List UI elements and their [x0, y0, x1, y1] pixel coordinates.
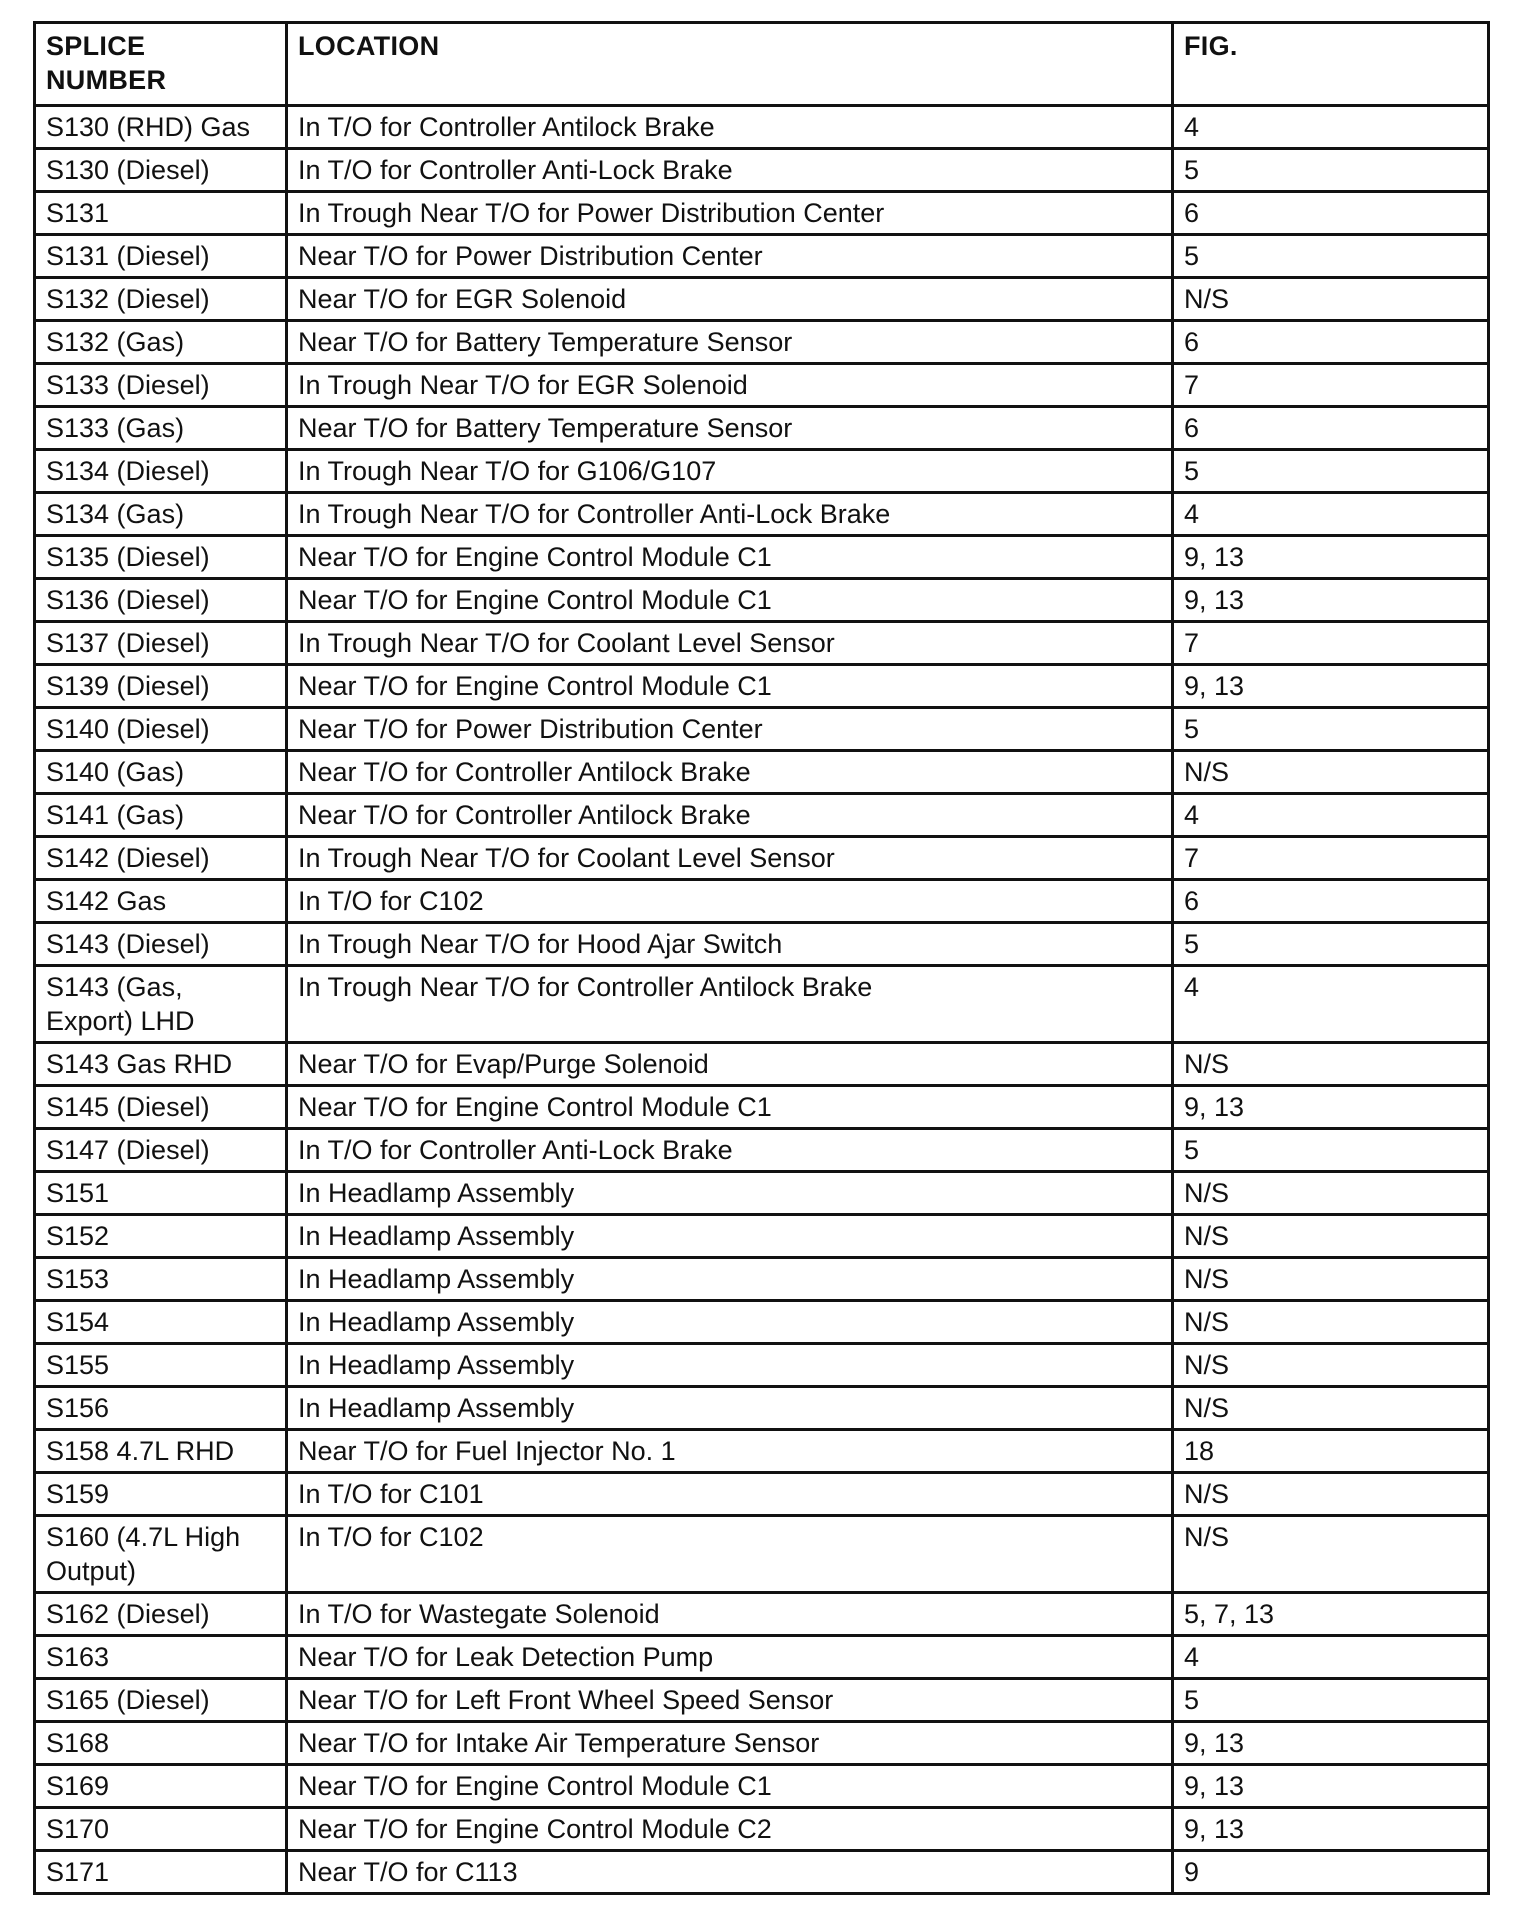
table-row	[35, 278, 1489, 321]
location-cell: Near T/O for Evap/Purge Solenoid	[287, 1043, 1173, 1086]
table-row	[35, 1344, 1489, 1387]
table-row	[35, 923, 1489, 966]
location-cell: In Trough Near T/O for Coolant Level Sensor	[287, 622, 1173, 665]
location-cell: In Trough Near T/O for Hood Ajar Switch	[287, 923, 1173, 966]
header-splice-number: SPLICE NUMBER	[35, 23, 287, 106]
splice-location-table	[33, 21, 1490, 1895]
fig-cell: 9, 13	[1173, 1765, 1489, 1808]
splice-number-cell: S151	[35, 1172, 287, 1215]
fig-cell: 5	[1173, 450, 1489, 493]
fig-cell: N/S	[1173, 1215, 1489, 1258]
location-cell: In Trough Near T/O for G106/G107	[287, 450, 1173, 493]
table-row	[35, 1808, 1489, 1851]
location-cell: In Headlamp Assembly	[287, 1258, 1173, 1301]
table-row	[35, 149, 1489, 192]
fig-cell: 7	[1173, 837, 1489, 880]
fig-cell: 18	[1173, 1430, 1489, 1473]
table-row	[35, 1086, 1489, 1129]
fig-cell: 5	[1173, 708, 1489, 751]
splice-number-cell: S147 (Diesel)	[35, 1129, 287, 1172]
table-row	[35, 1172, 1489, 1215]
location-cell: In Headlamp Assembly	[287, 1344, 1173, 1387]
table-row	[35, 1387, 1489, 1430]
splice-number-cell: S170	[35, 1808, 287, 1851]
splice-number-cell: S158 4.7L RHD	[35, 1430, 287, 1473]
location-cell: Near T/O for Battery Temperature Sensor	[287, 321, 1173, 364]
location-cell: Near T/O for Power Distribution Center	[287, 708, 1173, 751]
table-row	[35, 536, 1489, 579]
table-row	[35, 450, 1489, 493]
location-cell: In Headlamp Assembly	[287, 1172, 1173, 1215]
location-cell: In Trough Near T/O for Controller Anti-Lock Brake	[287, 493, 1173, 536]
table-row	[35, 1129, 1489, 1172]
fig-cell: 6	[1173, 407, 1489, 450]
fig-cell: N/S	[1173, 1172, 1489, 1215]
fig-cell: 5	[1173, 1679, 1489, 1722]
location-cell: Near T/O for Battery Temperature Sensor	[287, 407, 1173, 450]
table-row	[35, 192, 1489, 235]
header-fig: FIG.	[1173, 23, 1489, 106]
location-cell: Near T/O for Engine Control Module C2	[287, 1808, 1173, 1851]
splice-number-cell: S159	[35, 1473, 287, 1516]
location-cell: In T/O for Controller Anti-Lock Brake	[287, 149, 1173, 192]
table-row	[35, 708, 1489, 751]
splice-number-cell: S134 (Diesel)	[35, 450, 287, 493]
location-cell: Near T/O for Intake Air Temperature Sensor	[287, 1722, 1173, 1765]
location-cell: Near T/O for Controller Antilock Brake	[287, 751, 1173, 794]
fig-cell: 9, 13	[1173, 1086, 1489, 1129]
table-row	[35, 1301, 1489, 1344]
fig-cell: 4	[1173, 1636, 1489, 1679]
location-cell: In T/O for Controller Antilock Brake	[287, 106, 1173, 149]
table-row	[35, 966, 1489, 1043]
location-cell: Near T/O for Engine Control Module C1	[287, 665, 1173, 708]
fig-cell: N/S	[1173, 751, 1489, 794]
fig-cell: 6	[1173, 192, 1489, 235]
location-cell: Near T/O for Engine Control Module C1	[287, 536, 1173, 579]
location-cell: Near T/O for Left Front Wheel Speed Sensor	[287, 1679, 1173, 1722]
splice-number-cell: S154	[35, 1301, 287, 1344]
location-cell: In Trough Near T/O for Controller Antilock Brake	[287, 966, 1173, 1043]
fig-cell: N/S	[1173, 1301, 1489, 1344]
fig-cell: 9, 13	[1173, 1722, 1489, 1765]
splice-number-cell: S140 (Diesel)	[35, 708, 287, 751]
fig-cell: N/S	[1173, 1043, 1489, 1086]
splice-number-cell: S142 (Diesel)	[35, 837, 287, 880]
table-row	[35, 579, 1489, 622]
splice-number-cell: S136 (Diesel)	[35, 579, 287, 622]
splice-number-cell: S143 (Gas, Export) LHD	[35, 966, 287, 1043]
splice-number-cell: S153	[35, 1258, 287, 1301]
splice-number-cell: S155	[35, 1344, 287, 1387]
fig-cell: 6	[1173, 321, 1489, 364]
table-row	[35, 751, 1489, 794]
splice-number-cell: S143 (Diesel)	[35, 923, 287, 966]
location-cell: In Trough Near T/O for Power Distribution Center	[287, 192, 1173, 235]
splice-number-cell: S156	[35, 1387, 287, 1430]
fig-cell: N/S	[1173, 1258, 1489, 1301]
splice-number-cell: S163	[35, 1636, 287, 1679]
splice-number-cell: S171	[35, 1851, 287, 1894]
table-row	[35, 235, 1489, 278]
fig-cell: N/S	[1173, 1516, 1489, 1593]
fig-cell: 4	[1173, 966, 1489, 1043]
splice-number-cell: S130 (RHD) Gas	[35, 106, 287, 149]
splice-number-cell: S168	[35, 1722, 287, 1765]
table-row	[35, 1679, 1489, 1722]
fig-cell: N/S	[1173, 1473, 1489, 1516]
location-cell: Near T/O for Leak Detection Pump	[287, 1636, 1173, 1679]
splice-number-cell: S145 (Diesel)	[35, 1086, 287, 1129]
fig-cell: N/S	[1173, 1344, 1489, 1387]
fig-cell: N/S	[1173, 1387, 1489, 1430]
table-row	[35, 1722, 1489, 1765]
splice-number-cell: S135 (Diesel)	[35, 536, 287, 579]
table-row	[35, 407, 1489, 450]
fig-cell: 5	[1173, 235, 1489, 278]
location-cell: In T/O for Wastegate Solenoid	[287, 1593, 1173, 1636]
table-body	[35, 106, 1489, 1894]
fig-cell: 7	[1173, 622, 1489, 665]
table-row	[35, 1473, 1489, 1516]
table-row	[35, 321, 1489, 364]
header-location: LOCATION	[287, 23, 1173, 106]
location-cell: Near T/O for Controller Antilock Brake	[287, 794, 1173, 837]
fig-cell: 4	[1173, 493, 1489, 536]
splice-number-cell: S143 Gas RHD	[35, 1043, 287, 1086]
splice-number-cell: S142 Gas	[35, 880, 287, 923]
table-row	[35, 622, 1489, 665]
fig-cell: 9, 13	[1173, 1808, 1489, 1851]
location-cell: In Headlamp Assembly	[287, 1215, 1173, 1258]
table-row	[35, 794, 1489, 837]
location-cell: Near T/O for Engine Control Module C1	[287, 1086, 1173, 1129]
fig-cell: 7	[1173, 364, 1489, 407]
splice-number-cell: S130 (Diesel)	[35, 149, 287, 192]
splice-number-cell: S140 (Gas)	[35, 751, 287, 794]
location-cell: Near T/O for Fuel Injector No. 1	[287, 1430, 1173, 1473]
table-row	[35, 1636, 1489, 1679]
table-row	[35, 106, 1489, 149]
location-cell: Near T/O for C113	[287, 1851, 1173, 1894]
fig-cell: 4	[1173, 106, 1489, 149]
fig-cell: 4	[1173, 794, 1489, 837]
location-cell: In Headlamp Assembly	[287, 1387, 1173, 1430]
location-cell: In Headlamp Assembly	[287, 1301, 1173, 1344]
splice-number-cell: S132 (Gas)	[35, 321, 287, 364]
splice-number-cell: S133 (Gas)	[35, 407, 287, 450]
fig-cell: 5, 7, 13	[1173, 1593, 1489, 1636]
splice-number-cell: S131	[35, 192, 287, 235]
location-cell: In T/O for Controller Anti-Lock Brake	[287, 1129, 1173, 1172]
location-cell: Near T/O for Power Distribution Center	[287, 235, 1173, 278]
table-row	[35, 1258, 1489, 1301]
table-row	[35, 1043, 1489, 1086]
fig-cell: 5	[1173, 1129, 1489, 1172]
header-row	[35, 23, 1489, 106]
splice-number-cell: S131 (Diesel)	[35, 235, 287, 278]
fig-cell: 9	[1173, 1851, 1489, 1894]
table-row	[35, 880, 1489, 923]
location-cell: In Trough Near T/O for Coolant Level Sensor	[287, 837, 1173, 880]
table-row	[35, 1516, 1489, 1593]
fig-cell: 6	[1173, 880, 1489, 923]
table-row	[35, 1593, 1489, 1636]
splice-number-cell: S137 (Diesel)	[35, 622, 287, 665]
splice-number-cell: S160 (4.7L High Output)	[35, 1516, 287, 1593]
fig-cell: N/S	[1173, 278, 1489, 321]
location-cell: In T/O for C102	[287, 880, 1173, 923]
splice-number-cell: S141 (Gas)	[35, 794, 287, 837]
table-row	[35, 665, 1489, 708]
table-row	[35, 1851, 1489, 1894]
fig-cell: 5	[1173, 923, 1489, 966]
table-row	[35, 493, 1489, 536]
splice-number-cell: S139 (Diesel)	[35, 665, 287, 708]
location-cell: In Trough Near T/O for EGR Solenoid	[287, 364, 1173, 407]
location-cell: In T/O for C101	[287, 1473, 1173, 1516]
splice-number-cell: S162 (Diesel)	[35, 1593, 287, 1636]
splice-number-cell: S132 (Diesel)	[35, 278, 287, 321]
location-cell: Near T/O for Engine Control Module C1	[287, 1765, 1173, 1808]
splice-number-cell: S134 (Gas)	[35, 493, 287, 536]
table-row	[35, 364, 1489, 407]
fig-cell: 5	[1173, 149, 1489, 192]
table-row	[35, 1765, 1489, 1808]
table-row	[35, 837, 1489, 880]
fig-cell: 9, 13	[1173, 665, 1489, 708]
splice-number-cell: S165 (Diesel)	[35, 1679, 287, 1722]
table-row	[35, 1215, 1489, 1258]
location-cell: Near T/O for EGR Solenoid	[287, 278, 1173, 321]
splice-number-cell: S152	[35, 1215, 287, 1258]
table-row	[35, 1430, 1489, 1473]
splice-number-cell: S133 (Diesel)	[35, 364, 287, 407]
fig-cell: 9, 13	[1173, 579, 1489, 622]
splice-number-cell: S169	[35, 1765, 287, 1808]
location-cell: In T/O for C102	[287, 1516, 1173, 1593]
fig-cell: 9, 13	[1173, 536, 1489, 579]
location-cell: Near T/O for Engine Control Module C1	[287, 579, 1173, 622]
